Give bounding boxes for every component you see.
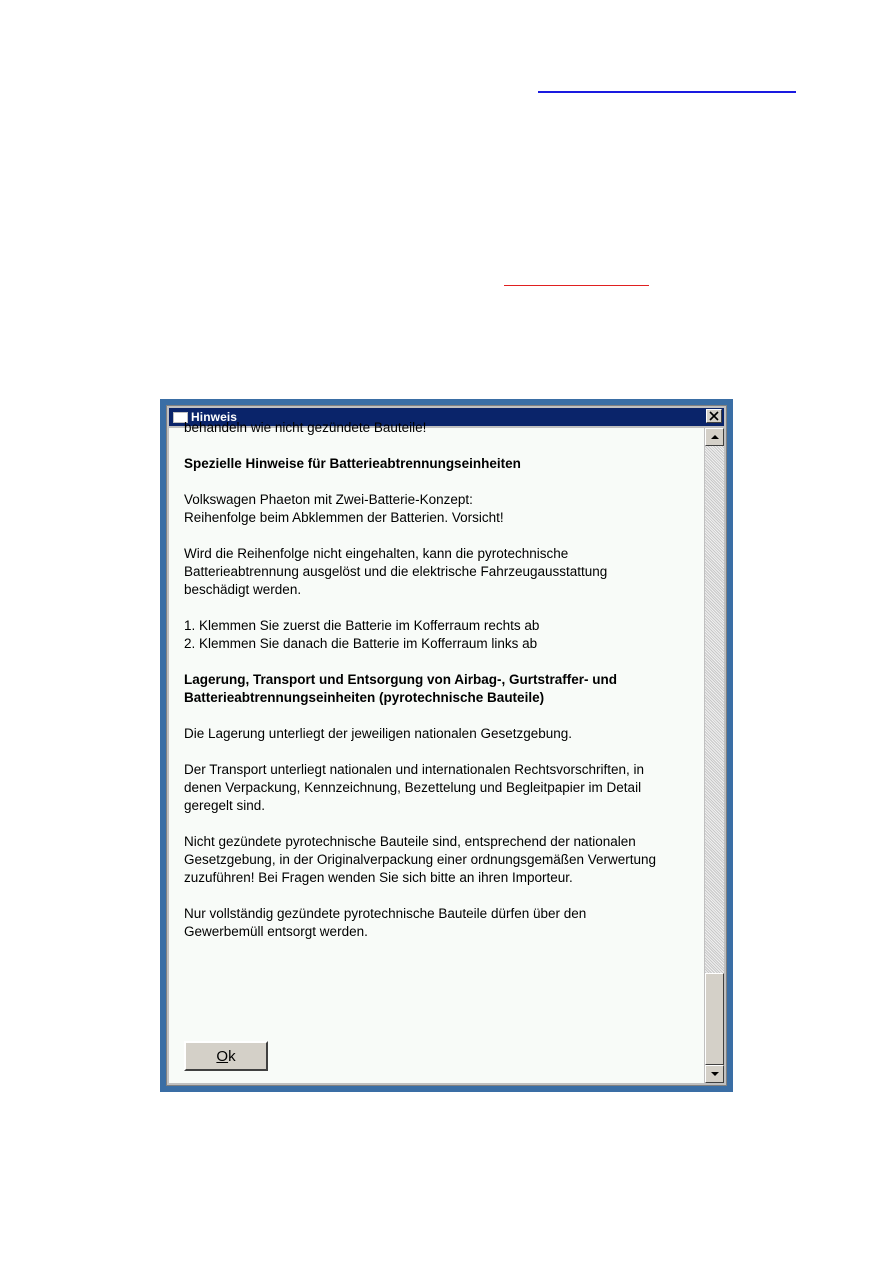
paragraph-waste: Nur vollständig gezündete pyrotechnische Bauteile dürfen über den Gewerbemüll entsorgt werden. — [184, 906, 587, 939]
close-button[interactable] — [706, 409, 722, 423]
dialog-frame — [166, 405, 727, 1086]
arrow-up-icon — [711, 435, 719, 439]
dialog-content — [169, 420, 704, 1083]
dialog-title: Hinweis — [191, 410, 238, 424]
scroll-down-button[interactable] — [705, 1065, 724, 1083]
step-2: 2. Klemmen Sie danach die Batterie im Kofferraum links ab — [184, 636, 538, 651]
scroll-up-button[interactable] — [705, 428, 724, 446]
vertical-scrollbar[interactable] — [705, 428, 724, 1083]
close-icon — [710, 412, 718, 420]
arrow-down-icon — [711, 1072, 719, 1076]
cut-off-line: behandeln wie nicht gezündete Bauteile! — [184, 420, 427, 435]
message-text — [184, 419, 694, 959]
document-link-underline — [538, 91, 796, 93]
document-red-underline — [504, 285, 649, 286]
ok-button[interactable] — [184, 1041, 268, 1071]
step-1: 1. Klemmen Sie zuerst die Batterie im Kofferraum rechts ab — [184, 618, 540, 633]
heading-storage-transport: Lagerung, Transport und Entsorgung von Airbag-, Gurtstraffer- und Batterieabtrennungseinheiten (pyrotechnische Bauteile) — [184, 672, 617, 705]
paragraph-disposal: Nicht gezündete pyrotechnische Bauteile sind, entsprechend der nationalen Gesetzgebung, in der Originalverpackung einer ordnungsgemäßen Verwertung zuzuführen! Bei Fragen wenden Sie sich bitte an ihren Importeur. — [184, 834, 657, 885]
scrollbar-thumb[interactable] — [705, 973, 724, 1065]
paragraph-phaeton: Volkswagen Phaeton mit Zwei-Batterie-Konzept: Reihenfolge beim Abklemmen der Batterien. Vorsicht! — [184, 492, 504, 525]
steps-list — [184, 617, 694, 653]
heading-battery-disconnect: Spezielle Hinweise für Batterieabtrennungseinheiten — [184, 456, 521, 471]
ok-button-label: Ok — [216, 1047, 236, 1065]
hinweis-dialog — [160, 399, 733, 1092]
paragraph-storage: Die Lagerung unterliegt der jeweiligen nationalen Gesetzgebung. — [184, 726, 573, 741]
paragraph-order-warning: Wird die Reihenfolge nicht eingehalten, kann die pyrotechnische Batterieabtrennung ausgelöst und die elektrische Fahrzeugausstattung beschädigt werden. — [184, 546, 608, 597]
paragraph-transport: Der Transport unterliegt nationalen und internationalen Rechtsvorschriften, in denen Verpackung, Kennzeichnung, Bezettelung und Begleitpapier im Detail geregelt sind. — [184, 762, 645, 813]
